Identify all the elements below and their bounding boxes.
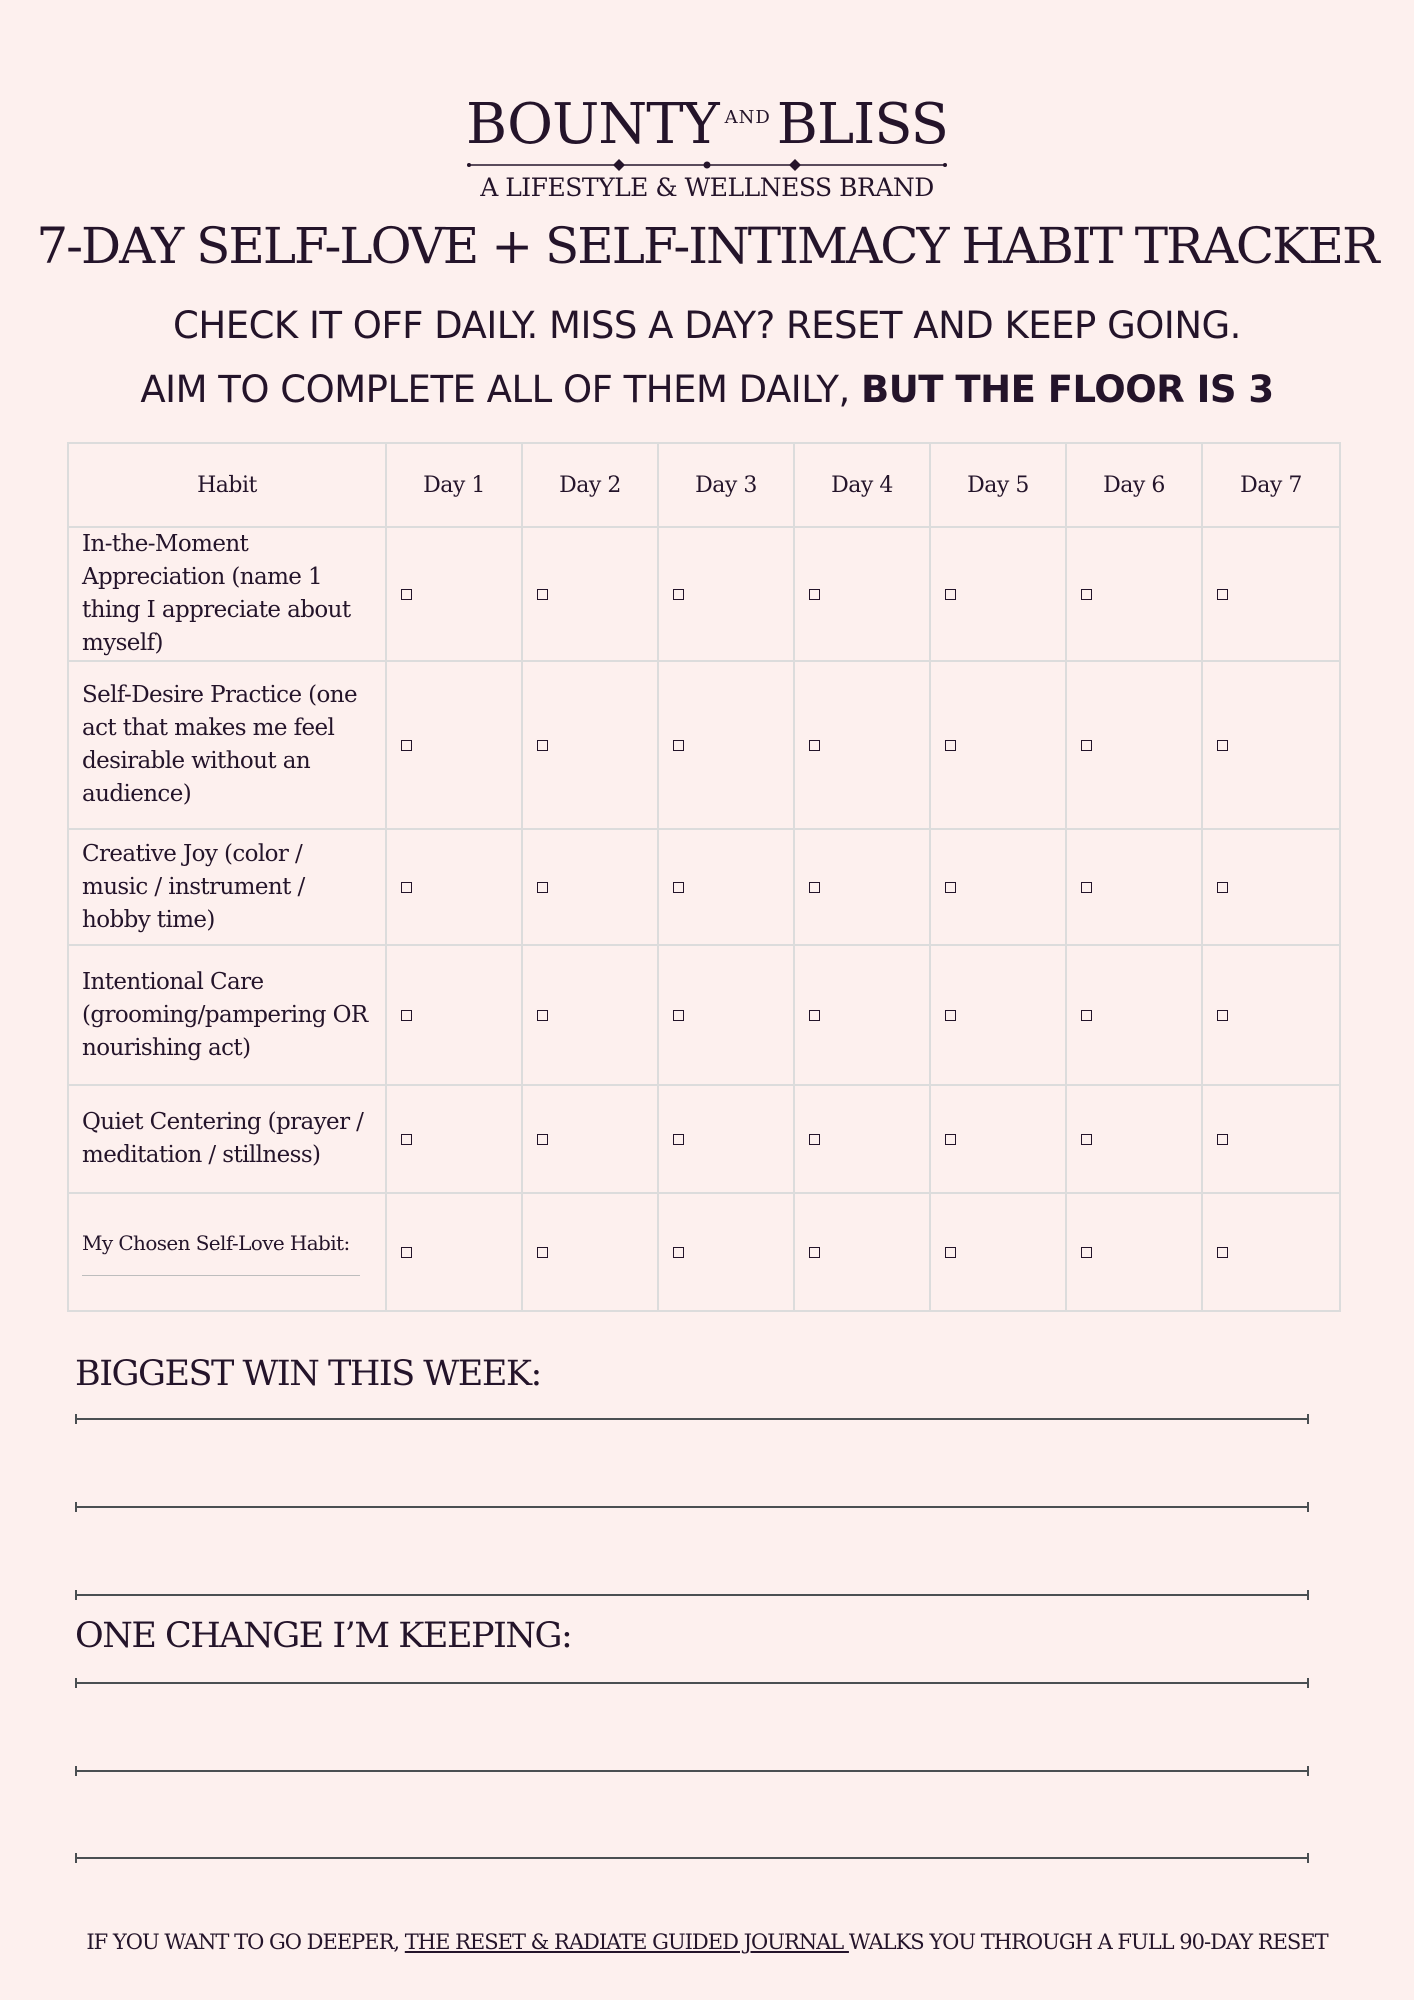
- checkbox-icon[interactable]: [1081, 1134, 1092, 1145]
- day-5-cell: [930, 661, 1066, 829]
- table-row: [68, 661, 1340, 829]
- habit-name: Intentional Care (grooming/pampering OR nourishing act): [82, 968, 368, 1061]
- checkbox-icon[interactable]: [809, 882, 820, 893]
- checkbox-icon[interactable]: [945, 1134, 956, 1145]
- checkbox-icon[interactable]: [1217, 1134, 1228, 1145]
- checkbox-icon[interactable]: [537, 1247, 548, 1258]
- header-day-4: Day 4: [794, 443, 930, 527]
- day-4-cell: [794, 829, 930, 945]
- checkbox-icon[interactable]: [1081, 882, 1092, 893]
- checkbox-icon[interactable]: [673, 589, 684, 600]
- checkbox-icon[interactable]: [537, 1134, 548, 1145]
- table-row: [68, 527, 1340, 661]
- checkbox-icon[interactable]: [1081, 1247, 1092, 1258]
- checkbox-icon[interactable]: [673, 1247, 684, 1258]
- logo-word-bounty: BOUNTY: [465, 92, 719, 157]
- day-6-cell: [1066, 1193, 1202, 1311]
- day-1-cell: [386, 1193, 522, 1311]
- day-5-cell: [930, 945, 1066, 1085]
- day-6-cell: [1066, 661, 1202, 829]
- header-day-3: Day 3: [658, 443, 794, 527]
- checkbox-icon[interactable]: [401, 1247, 412, 1258]
- checkbox-icon[interactable]: [401, 882, 412, 893]
- day-4-cell: [794, 945, 930, 1085]
- biggest-win-line-2[interactable]: [75, 1506, 1309, 1508]
- day-1-cell: [386, 661, 522, 829]
- habit-name-cell: [68, 527, 386, 661]
- table-row: [68, 829, 1340, 945]
- checkbox-icon[interactable]: [673, 1010, 684, 1021]
- day-2-cell: [522, 829, 658, 945]
- habit-name: Self-Desire Practice (one act that makes me feel desirable without an audience): [82, 682, 358, 807]
- logo-word-bliss: BLISS: [776, 92, 948, 157]
- checkbox-icon[interactable]: [945, 1247, 956, 1258]
- checkbox-icon[interactable]: [673, 740, 684, 751]
- logo-ornament-divider-icon: [467, 157, 947, 173]
- checkbox-icon[interactable]: [401, 589, 412, 600]
- biggest-win-line-3[interactable]: [75, 1594, 1309, 1596]
- footer-note: [0, 1928, 1414, 1956]
- habit-name: In-the-Moment Appreciation (name 1 thing I appreciate about myself): [82, 531, 351, 656]
- day-7-cell: [1202, 1193, 1340, 1311]
- checkbox-icon[interactable]: [537, 740, 548, 751]
- day-5-cell: [930, 1085, 1066, 1193]
- day-1-cell: [386, 829, 522, 945]
- one-change-label: ONE CHANGE I’M KEEPING:: [75, 1616, 572, 1656]
- table-row: [68, 1085, 1340, 1193]
- day-1-cell: [386, 1085, 522, 1193]
- instruction-line-2-bold: BUT THE FLOOR IS 3: [861, 368, 1274, 411]
- table-row: [68, 1193, 1340, 1311]
- checkbox-icon[interactable]: [945, 740, 956, 751]
- day-7-cell: [1202, 945, 1340, 1085]
- checkbox-icon[interactable]: [401, 1134, 412, 1145]
- checkbox-icon[interactable]: [401, 740, 412, 751]
- header-day-2: Day 2: [522, 443, 658, 527]
- day-3-cell: [658, 661, 794, 829]
- day-4-cell: [794, 527, 930, 661]
- day-6-cell: [1066, 1085, 1202, 1193]
- table-header-row: [68, 443, 1340, 527]
- checkbox-icon[interactable]: [1217, 740, 1228, 751]
- checkbox-icon[interactable]: [401, 1010, 412, 1021]
- one-change-line-3[interactable]: [75, 1857, 1309, 1859]
- table-row: [68, 945, 1340, 1085]
- day-3-cell: [658, 829, 794, 945]
- checkbox-icon[interactable]: [945, 589, 956, 600]
- logo-tagline: A LIFESTYLE & WELLNESS BRAND: [480, 173, 934, 202]
- instruction-line-2-regular: AIM TO COMPLETE ALL OF THEM DAILY,: [140, 368, 862, 411]
- checkbox-icon[interactable]: [1081, 1010, 1092, 1021]
- day-6-cell: [1066, 829, 1202, 945]
- checkbox-icon[interactable]: [537, 1010, 548, 1021]
- habit-name-cell: [68, 1085, 386, 1193]
- day-4-cell: [794, 1193, 930, 1311]
- biggest-win-label: BIGGEST WIN THIS WEEK:: [75, 1354, 541, 1394]
- page-title: 7-DAY SELF-LOVE + SELF-INTIMACY HABIT TRACKER: [36, 217, 1378, 275]
- day-7-cell: [1202, 527, 1340, 661]
- checkbox-icon[interactable]: [537, 882, 548, 893]
- instruction-line-1: CHECK IT OFF DAILY. MISS A DAY? RESET AND KEEP GOING.: [173, 304, 1241, 347]
- header-habit: Habit: [68, 443, 386, 527]
- header-day-6: Day 6: [1066, 443, 1202, 527]
- habit-name-cell: [68, 945, 386, 1085]
- journal-link[interactable]: THE RESET & RADIATE GUIDED JOURNAL: [404, 1930, 849, 1954]
- day-5-cell: [930, 829, 1066, 945]
- day-7-cell: [1202, 829, 1340, 945]
- checkbox-icon[interactable]: [809, 1247, 820, 1258]
- checkbox-icon[interactable]: [809, 1134, 820, 1145]
- day-4-cell: [794, 661, 930, 829]
- day-6-cell: [1066, 527, 1202, 661]
- checkbox-icon[interactable]: [945, 882, 956, 893]
- checkbox-icon[interactable]: [673, 882, 684, 893]
- habit-name-cell: [68, 1193, 386, 1311]
- footer-text-after: WALKS YOU THROUGH A FULL 90-DAY RESET: [848, 1930, 1328, 1954]
- day-5-cell: [930, 1193, 1066, 1311]
- chosen-habit-write-line[interactable]: [82, 1275, 360, 1276]
- habit-tracker-table: [67, 442, 1341, 1312]
- habit-name: Creative Joy (color / music / instrument / hobby time): [82, 840, 305, 933]
- day-1-cell: [386, 527, 522, 661]
- header-day-7: Day 7: [1202, 443, 1340, 527]
- checkbox-icon[interactable]: [1217, 882, 1228, 893]
- day-7-cell: [1202, 661, 1340, 829]
- day-7-cell: [1202, 1085, 1340, 1193]
- logo-wordmark: [0, 88, 1414, 155]
- habit-name: My Chosen Self-Love Habit:: [82, 1230, 350, 1255]
- logo-word-and: AND: [724, 107, 771, 128]
- instruction-line-2: [0, 366, 1414, 414]
- checkbox-icon[interactable]: [1217, 589, 1228, 600]
- habit-name-cell: [68, 661, 386, 829]
- day-2-cell: [522, 661, 658, 829]
- checkbox-icon[interactable]: [809, 589, 820, 600]
- day-1-cell: [386, 945, 522, 1085]
- habit-name-cell: [68, 829, 386, 945]
- day-3-cell: [658, 945, 794, 1085]
- day-4-cell: [794, 1085, 930, 1193]
- checkbox-icon[interactable]: [1217, 1010, 1228, 1021]
- checkbox-icon[interactable]: [673, 1134, 684, 1145]
- habit-name: Quiet Centering (prayer / meditation / stillness): [82, 1109, 364, 1168]
- brand-logo: [0, 88, 1414, 203]
- checkbox-icon[interactable]: [1081, 740, 1092, 751]
- day-2-cell: [522, 1193, 658, 1311]
- day-2-cell: [522, 1085, 658, 1193]
- checkbox-icon[interactable]: [1081, 589, 1092, 600]
- one-change-line-1[interactable]: [75, 1682, 1309, 1684]
- biggest-win-line-1[interactable]: [75, 1418, 1309, 1420]
- day-6-cell: [1066, 945, 1202, 1085]
- checkbox-icon[interactable]: [1217, 1247, 1228, 1258]
- day-5-cell: [930, 527, 1066, 661]
- checkbox-icon[interactable]: [809, 740, 820, 751]
- day-3-cell: [658, 1085, 794, 1193]
- day-3-cell: [658, 1193, 794, 1311]
- one-change-line-2[interactable]: [75, 1770, 1309, 1772]
- header-day-1: Day 1: [386, 443, 522, 527]
- header-day-5: Day 5: [930, 443, 1066, 527]
- footer-text-before: IF YOU WANT TO GO DEEPER,: [86, 1930, 405, 1954]
- day-3-cell: [658, 527, 794, 661]
- checkbox-icon[interactable]: [945, 1010, 956, 1021]
- checkbox-icon[interactable]: [537, 589, 548, 600]
- day-2-cell: [522, 527, 658, 661]
- checkbox-icon[interactable]: [809, 1010, 820, 1021]
- day-2-cell: [522, 945, 658, 1085]
